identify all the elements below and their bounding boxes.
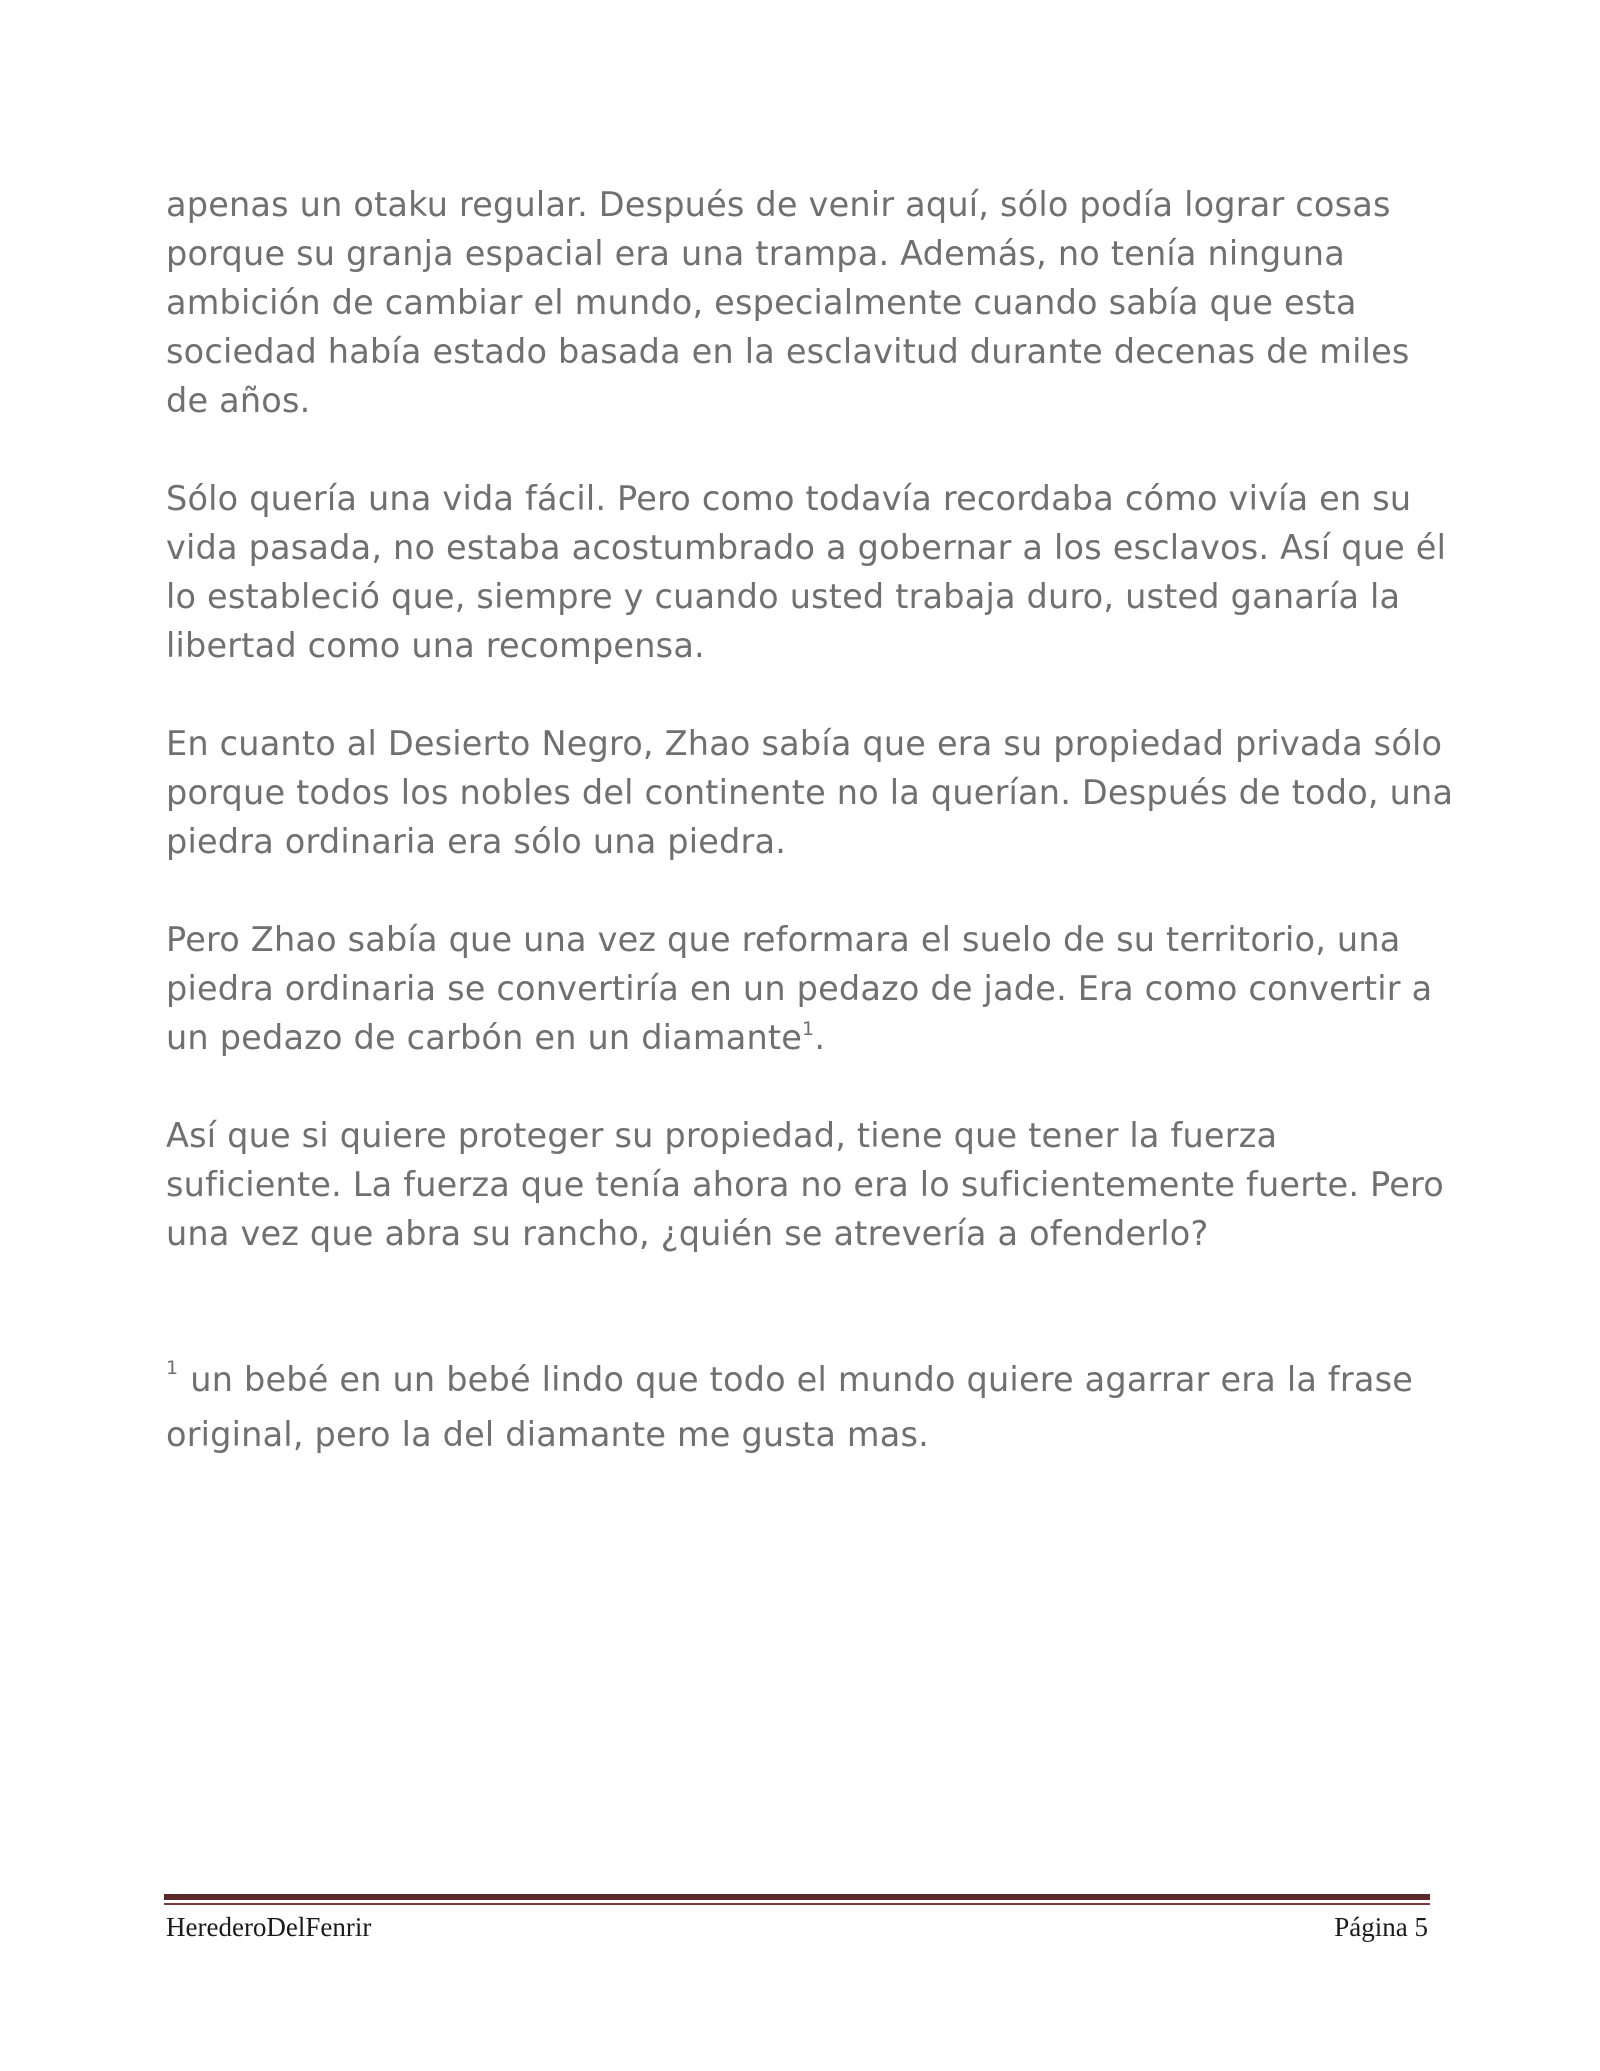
paragraph-5: Así que si quiere proteger su propiedad, tiene que tener la fuerza suficiente. La fuerza que tenía ahora no era lo suficientemente fuerte. Pero una vez que abra su rancho, ¿quién se atrevería a ofenderlo?: [166, 1116, 1444, 1253]
paragraph-4-period: .: [814, 1018, 826, 1057]
paragraph-2: Sólo quería una vida fácil. Pero como todavía recordaba cómo vivía en su vida pasada, no estaba acostumbrado a gobernar a los esclavos. Así que él lo estableció que, siempre y cuando usted trabaja duro, usted ganaría la libertad como una recompensa.: [166, 479, 1447, 665]
paragraph-4: [166, 915, 1456, 1062]
footnote-text: un bebé en un bebé lindo que todo el mundo quiere agarrar era la frase original, pero la del diamante me gusta mas.: [166, 1360, 1414, 1454]
footnote: [166, 1355, 1456, 1459]
footnote-reference[interactable]: 1: [802, 1017, 815, 1040]
footer-author: HerederoDelFenrir: [166, 1912, 372, 1942]
paragraph-3: En cuanto al Desierto Negro, Zhao sabía que era su propiedad privada sólo porque todos los nobles del continente no la querían. Después de todo, una piedra ordinaria era sólo una piedra.: [166, 724, 1454, 861]
paragraph-1: apenas un otaku regular. Después de venir aquí, sólo podía lograr cosas porque su granja espacial era una trampa. Además, no tenía ninguna ambición de cambiar el mundo, especialmente cuando sabía que esta sociedad había estado basada en la esclavitud durante decenas de miles de años.: [166, 185, 1410, 420]
footer-rule-thin: [164, 1903, 1430, 1905]
paragraph-4-text: Pero Zhao sabía que una vez que reformara el suelo de su territorio, una piedra ordinaria se convertiría en un pedazo de jade. Era como convertir a un pedazo de carbón en un diamante: [166, 920, 1433, 1057]
page-footer: [166, 1912, 1428, 1952]
page-number: Página 5: [1334, 1912, 1428, 1942]
body-text: [166, 180, 1456, 1258]
footnote-mark: 1: [166, 1357, 179, 1379]
footer-rule: [164, 1894, 1430, 1900]
